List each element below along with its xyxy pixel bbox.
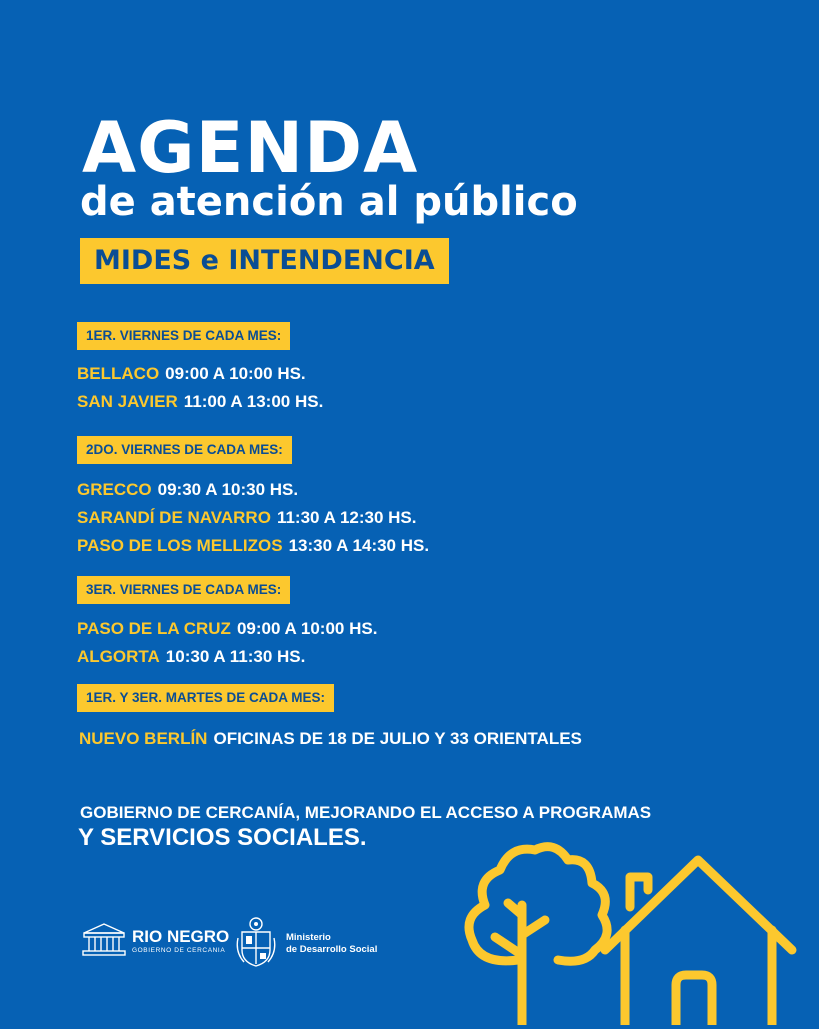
place-name: PASO DE LOS MELLIZOS [77,536,283,555]
schedule-row [77,392,323,412]
ministry-line1: Ministerio [286,932,331,943]
place-name: SARANDÍ DE NAVARRO [77,508,271,527]
time-range: 09:00 A 10:00 HS. [165,364,306,383]
house-icon [605,860,792,1025]
schedule-row [77,619,377,639]
illustration [440,835,800,1029]
section-4-heading: 1ER. Y 3ER. MARTES DE CADA MES: [77,684,334,712]
schedule-row [79,729,582,749]
time-range: 11:30 A 12:30 HS. [276,508,417,527]
time-range: 13:30 A 14:30 HS. [288,536,430,555]
page-subtitle: de atención al público [80,179,578,225]
time-range: 09:30 A 10:30 HS. [157,480,299,499]
time-range: 10:30 A 11:30 HS. [165,647,306,666]
time-range: 09:00 A 10:00 HS. [236,619,378,638]
place-name: GRECCO [77,480,152,499]
coat-of-arms-icon [236,916,276,972]
section-heading [77,322,290,350]
schedule-row [77,536,429,556]
section-2-heading: 2DO. VIERNES DE CADA MES: [77,436,292,464]
rio-negro-name: RIO NEGRO [132,926,230,946]
ministry-line2: de Desarrollo Social [286,944,378,955]
section-heading [77,684,334,712]
footer-tagline-line1: GOBIERNO DE CERCANÍA, MEJORANDO EL ACCESO A PROGRAMAS [80,803,652,822]
schedule-row [77,508,416,528]
section-3-heading: 3ER. VIERNES DE CADA MES: [77,576,290,604]
rio-negro-tagline: GOBIERNO DE CERCANIA [132,946,226,954]
org-badge: MIDES e INTENDENCIA [80,238,449,284]
place-name: PASO DE LA CRUZ [77,619,231,638]
place-name: ALGORTA [77,647,160,666]
place-name: SAN JAVIER [77,392,178,411]
schedule-row [77,647,305,667]
time-range: 11:00 A 13:00 HS. [183,392,324,411]
schedule-row [77,480,298,500]
footer-tagline-line2: Y SERVICIOS SOCIALES. [78,824,367,851]
section-heading [77,436,292,464]
building-icon [82,922,126,960]
section-heading [77,576,290,604]
rio-negro-logo [82,922,229,960]
page-title: AGENDA [82,107,419,189]
ministry-logo [236,916,377,972]
schedule-row [77,364,306,384]
tree-icon [469,847,607,962]
time-range: OFICINAS DE 18 DE JULIO Y 33 ORIENTALES [213,729,582,748]
section-1-heading: 1ER. VIERNES DE CADA MES: [77,322,290,350]
place-name: NUEVO BERLÍN [79,729,208,748]
place-name: BELLACO [77,364,160,383]
